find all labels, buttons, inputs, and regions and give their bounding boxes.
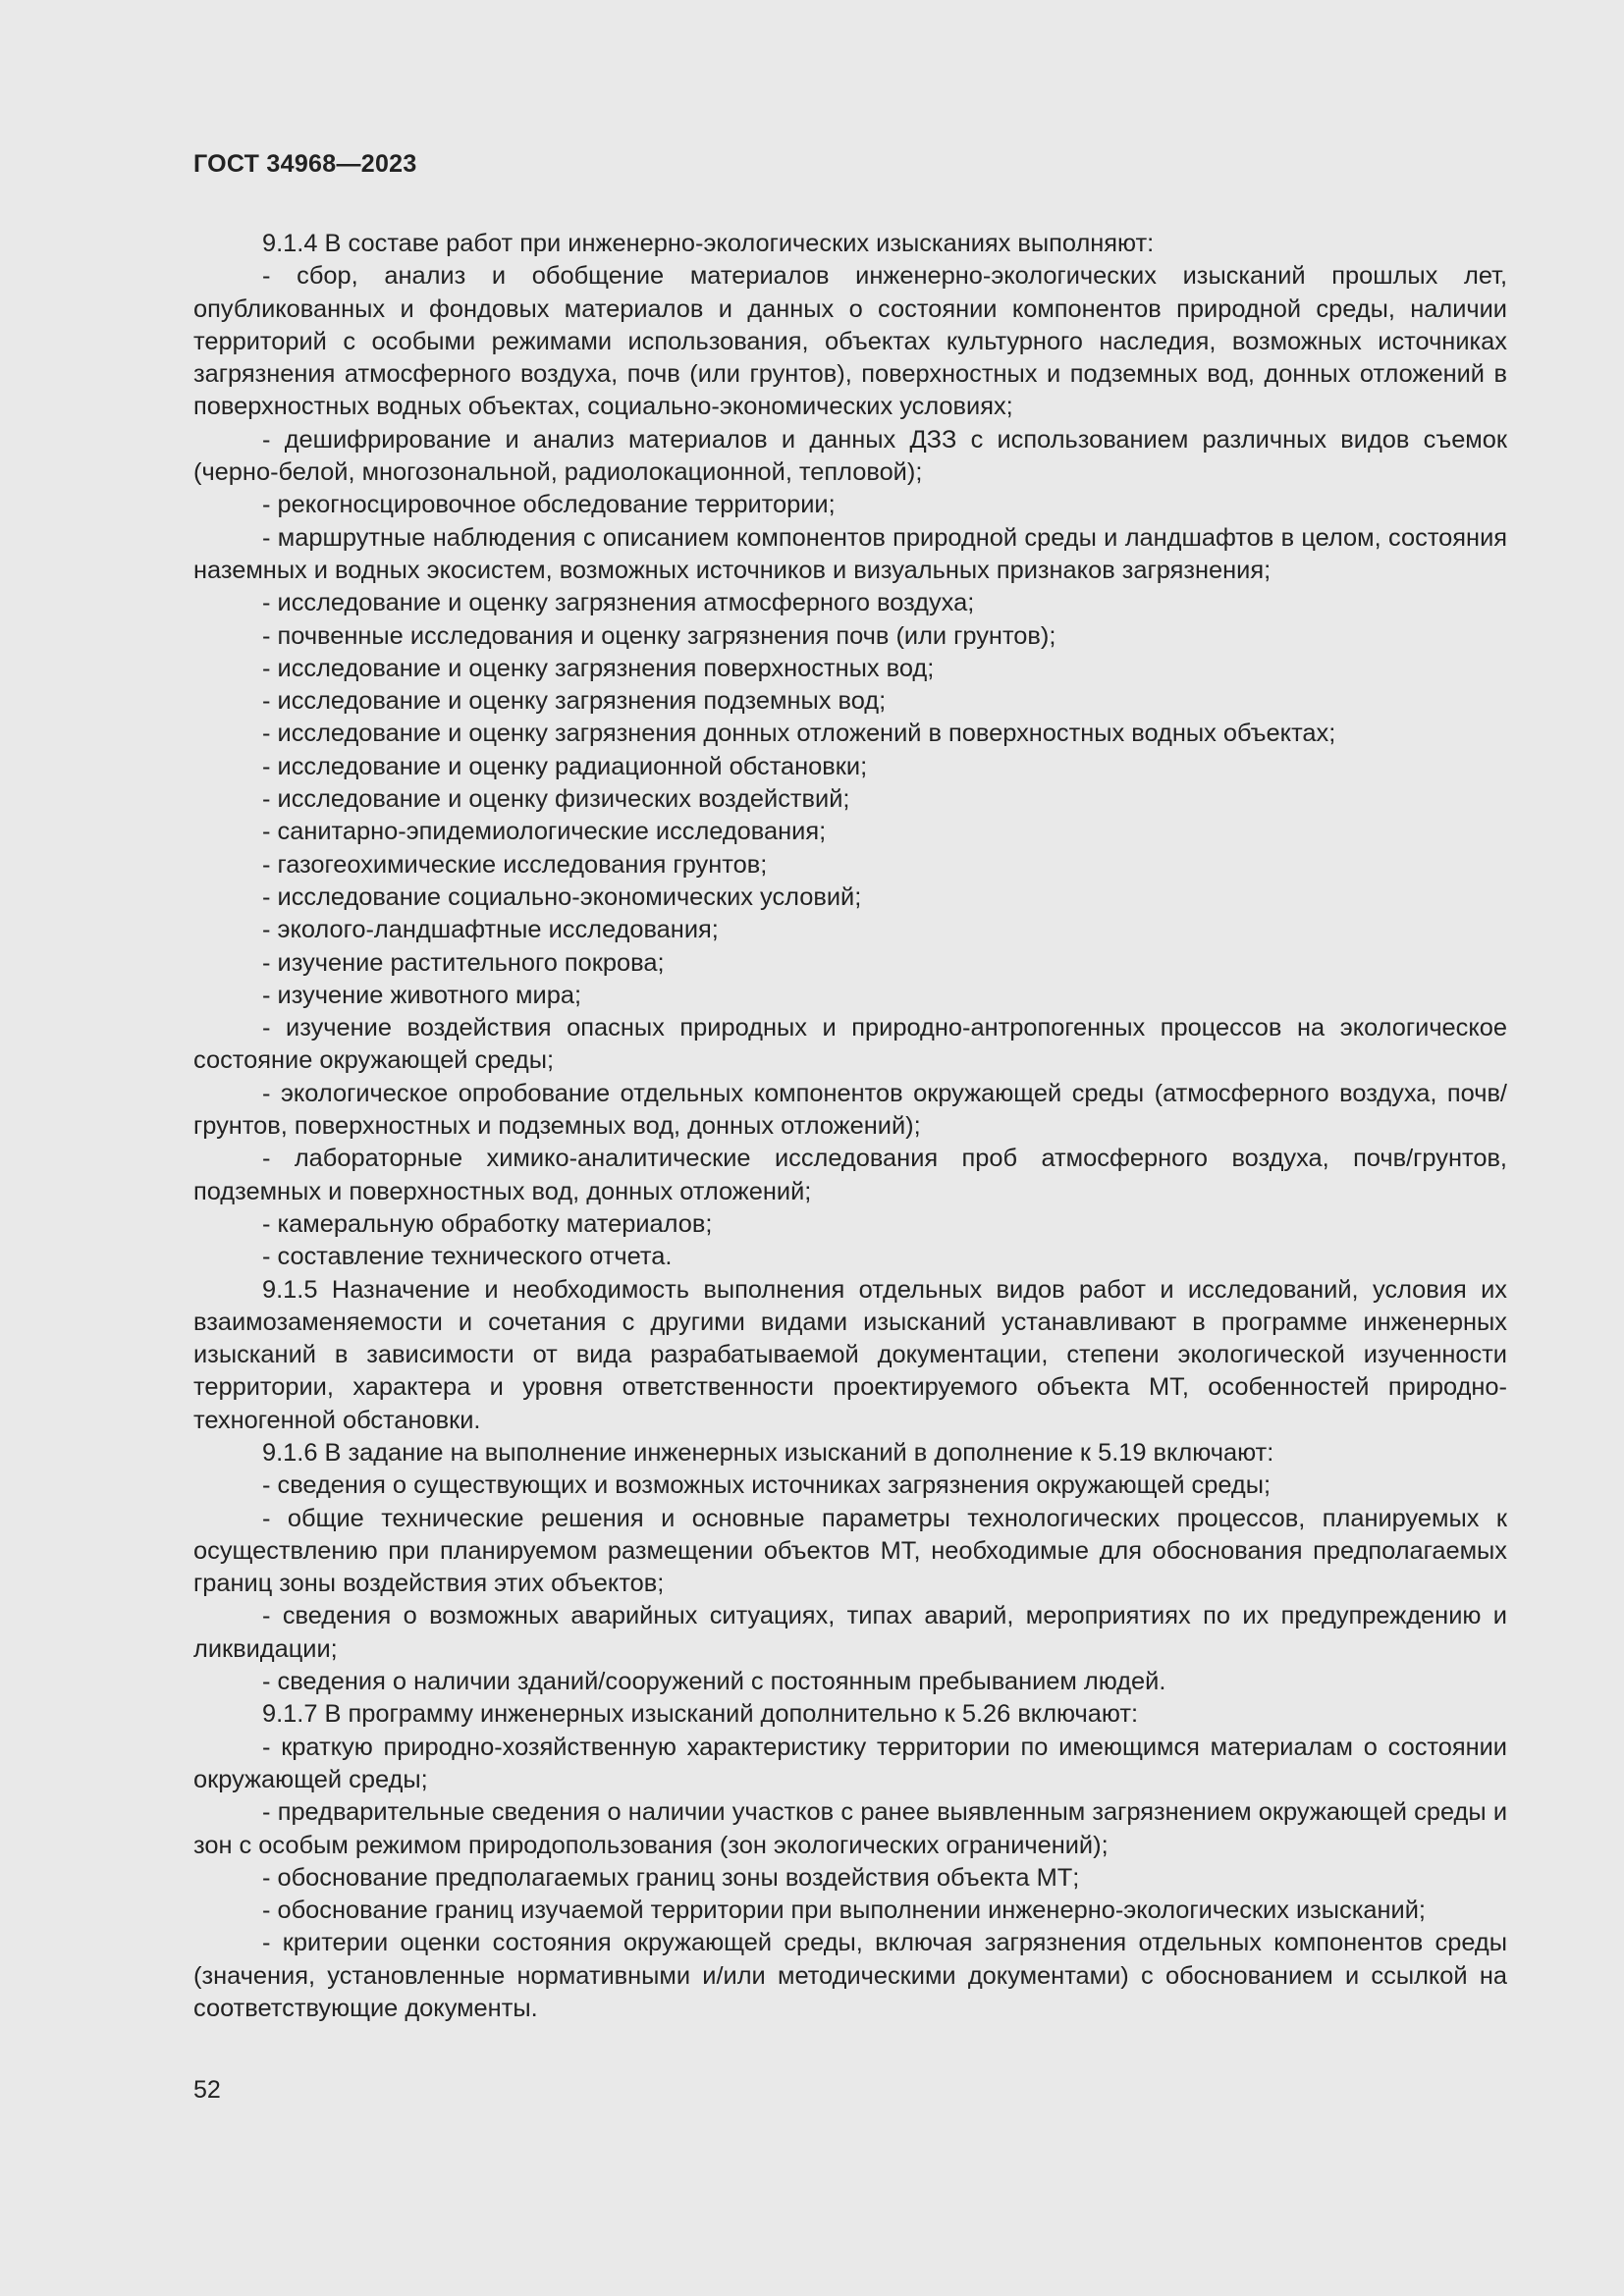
list-item: - исследование и оценку радиационной обстановки; [262, 752, 868, 780]
list-item: - критерии оценки состояния окружающей среды, включая загрязнения отдельных компонентов среды (значения, установленные нормативными и/или методическими документами) с обоснованием и ссылкой на соответствующие документы. [193, 1929, 1507, 2023]
list-item: - лабораторные химико-аналитические исследования проб атмосферного воздуха, почв/грунтов, подземных и поверхностных вод, донных отложений; [193, 1145, 1507, 1205]
list-item: - исследование и оценку физических воздействий; [262, 785, 850, 814]
paragraph: 9.1.4 В составе работ при инженерно-экологических изысканиях выполняют: [262, 230, 1155, 257]
list-item: - предварительные сведения о наличии участков с ранее выявленным загрязнением окружающей среды и зон с особым режимом природопользования (зон экологических ограничений); [193, 1798, 1507, 1859]
paragraph: 9.1.6 В задание на выполнение инженерных изысканий в дополнение к 5.19 включают: [262, 1438, 1274, 1467]
list-item: - общие технические решения и основные параметры технологических процессов, планируемых к осуществлению при планируемом размещении объектов МТ, необходимые для обоснования предполагаемых границ зоны воздействия этих объектов; [193, 1504, 1507, 1598]
list-item: - камеральную обработку материалов; [262, 1209, 713, 1238]
list-item: - сведения о существующих и возможных источниках загрязнения окружающей среды; [262, 1471, 1272, 1500]
page-number: 52 [193, 2076, 221, 2104]
list-item: - сведения о наличии зданий/сооружений с постоянным пребыванием людей. [262, 1668, 1166, 1696]
paragraph: 9.1.7 В программу инженерных изысканий дополнительно к 5.26 включают: [262, 1700, 1139, 1729]
list-item: - изучение животного мира; [262, 981, 581, 1009]
document-header: ГОСТ 34968—2023 [193, 150, 417, 178]
list-item: - составление технического отчета. [262, 1243, 673, 1271]
paragraph: 9.1.5 Назначение и необходимость выполнения отдельных видов работ и исследований, условия их взаимозаменяемости и сочетания с другими видами изысканий устанавливают в программе инженерных изысканий в зависимости от вида разрабатываемой документации, степени экологической изученности территории, характера и уровня ответственности проектируемого объекта МТ, особенностей природно-техногенной обстановки. [193, 1275, 1507, 1434]
list-item: - исследование и оценку загрязнения подземных вод; [262, 687, 887, 716]
list-item: - обоснование предполагаемых границ зоны воздействия объекта МТ; [262, 1863, 1080, 1892]
list-item: - сведения о возможных аварийных ситуациях, типах аварий, мероприятиях по их предупреждению и ликвидации; [193, 1602, 1507, 1663]
list-item: - санитарно-эпидемиологические исследования; [262, 818, 827, 846]
list-item: - сбор, анализ и обобщение материалов инженерно-экологических изысканий прошлых лет, опубликованных и фондовых материалов и данных о состоянии компонентов природной среды, наличии территорий с особыми режимами использования, объектах культурного наследия, возможных источниках загрязнения атмосферного воздуха, почв (или грунтов), поверхностных и подземных вод, донных отложений в поверхностных водных объектах, социально-экономических условиях; [193, 262, 1507, 421]
list-item: - рекогносцировочное обследование территории; [262, 491, 836, 519]
list-item: - исследование и оценку загрязнения поверхностных вод; [262, 654, 935, 682]
list-item: - исследование социально-экономических условий; [262, 882, 862, 911]
list-item: - обоснование границ изучаемой территории при выполнении инженерно-экологических изысканий; [262, 1896, 1426, 1925]
document-body [193, 228, 1507, 2025]
list-item: - исследование и оценку загрязнения донных отложений в поверхностных водных объектах; [262, 720, 1336, 748]
list-item: - изучение воздействия опасных природных и природно-антропогенных процессов на экологическое состояние окружающей среды; [193, 1014, 1507, 1075]
list-item: - исследование и оценку загрязнения атмосферного воздуха; [262, 589, 975, 617]
list-item: - краткую природно-хозяйственную характеристику территории по имеющимся материалам о состоянии окружающей среды; [193, 1733, 1507, 1793]
list-item: - дешифрирование и анализ материалов и данных ДЗЗ с использованием различных видов съемок (черно-белой, многозональной, радиолокационной, тепловой); [193, 425, 1507, 487]
list-item: - изучение растительного покрова; [262, 948, 665, 977]
list-item: - эколого-ландшафтные исследования; [262, 916, 719, 944]
list-item: - маршрутные наблюдения с описанием компонентов природной среды и ландшафтов в целом, состояния наземных и водных экосистем, возможных источников и визуальных признаков загрязнения; [193, 523, 1507, 584]
list-item: - экологическое опробование отдельных компонентов окружающей среды (атмосферного воздуха, почв/грунтов, поверхностных и подземных вод, донных отложений); [193, 1079, 1507, 1141]
list-item: - почвенные исследования и оценку загрязнения почв (или грунтов); [262, 621, 1056, 650]
list-item: - газогеохимические исследования грунтов; [262, 850, 768, 879]
